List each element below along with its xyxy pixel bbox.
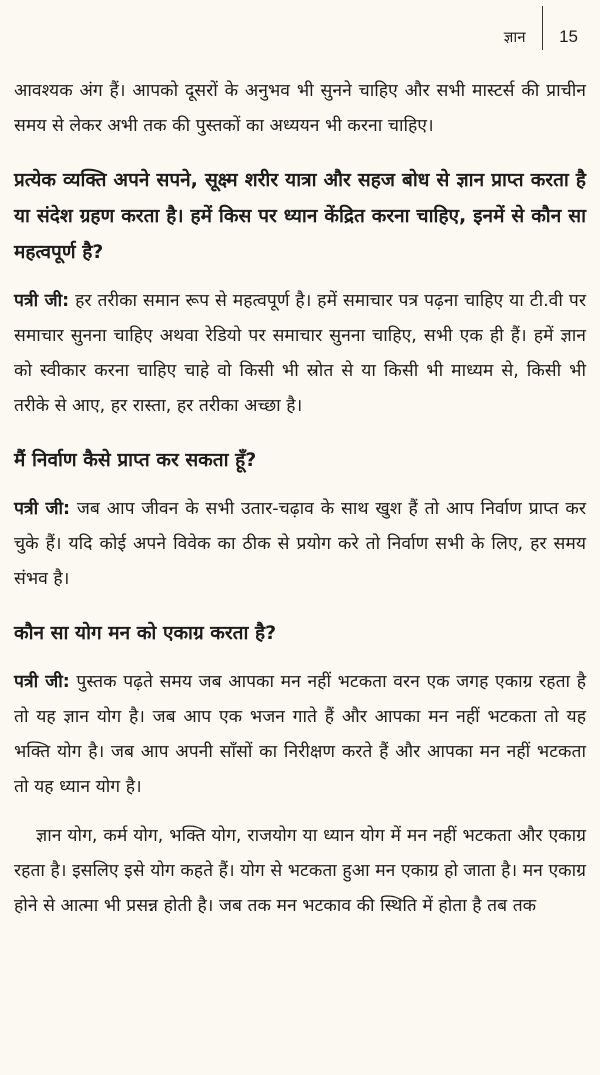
answer-paragraph (14, 284, 586, 424)
body-paragraph: ज्ञान योग, कर्म योग, भक्ति योग, राजयोग या ध्यान योग में मन नहीं भटकता और एकाग्र रहता है। इसलिए इसे योग कहते हैं। योग से भटकता हुआ मन एकाग्र हो जाता है। मन एकाग्र होने से आत्मा भी प्रसन्न होती है। जब तक मन भटकाव की स्थिति में होता है तब तक (14, 826, 586, 916)
answer-text: पुस्तक पढ़ते समय जब आपका मन नहीं भटकता वरन एक जगह एकाग्र रहता है तो यह ज्ञान योग है। जब आप एक भजन गाते हैं और आपका मन नहीं भटकता तो यह भक्ति योग है। जब आप अपनी साँसों का निरीक्षण करते हैं और आपका मन नहीं भटकता तो यह ध्यान योग है। (14, 672, 586, 797)
answer-paragraph (14, 665, 586, 805)
running-header (504, 24, 578, 50)
speaker-label: पत्री जी: (14, 291, 70, 311)
speaker-label: पत्री जी: (14, 672, 70, 692)
paragraph-continuation: आवश्यक अंग हैं। आपको दूसरों के अनुभव भी सुनने चाहिए और सभी मास्टर्स की प्राचीन समय से लेकर अभी तक की पुस्तकों का अध्ययन भी करना चाहिए। (14, 81, 586, 136)
question-heading: मैं निर्वाण कैसे प्राप्त कर सकता हूँ? (14, 449, 257, 471)
page-body (14, 74, 586, 924)
page-number: 15 (559, 27, 578, 46)
header-divider (542, 6, 544, 50)
speaker-label: पत्री जी: (14, 499, 71, 519)
answer-text: हर तरीका समान रूप से महत्वपूर्ण है। हमें समाचार पत्र पढ़ना चाहिए या टी.वी पर समाचार सुनना चाहिए अथवा रेडियो पर समाचार सुनना चाहिए, सभी एक ही हैं। हमें ज्ञान को स्वीकार करना चाहिए चाहे वो किसी भी स्रोत से या किसी भी माध्यम से, किसी भी तरीके से आए, हर रास्ता, हर तरीका अच्छा है। (14, 291, 586, 416)
answer-paragraph (14, 492, 586, 597)
question-heading: कौन सा योग मन को एकाग्र करता है? (14, 622, 277, 644)
question-heading: प्रत्येक व्यक्ति अपने सपने, सूक्ष्म शरीर यात्रा और सहज बोध से ज्ञान प्राप्त करता है या संदेश ग्रहण करता है। हमें किस पर ध्यान केंद्रित करना चाहिए, इनमें से कौन सा महत्वपूर्ण है? (14, 169, 586, 263)
answer-text: जब आप जीवन के सभी उतार-चढ़ाव के साथ खुश हैं तो आप निर्वाण प्राप्त कर चुके हैं। यदि कोई अपने विवेक का ठीक से प्रयोग करे तो निर्वाण सभी के लिए, हर समय संभव है। (14, 499, 586, 589)
chapter-title: ज्ञान (503, 28, 526, 46)
